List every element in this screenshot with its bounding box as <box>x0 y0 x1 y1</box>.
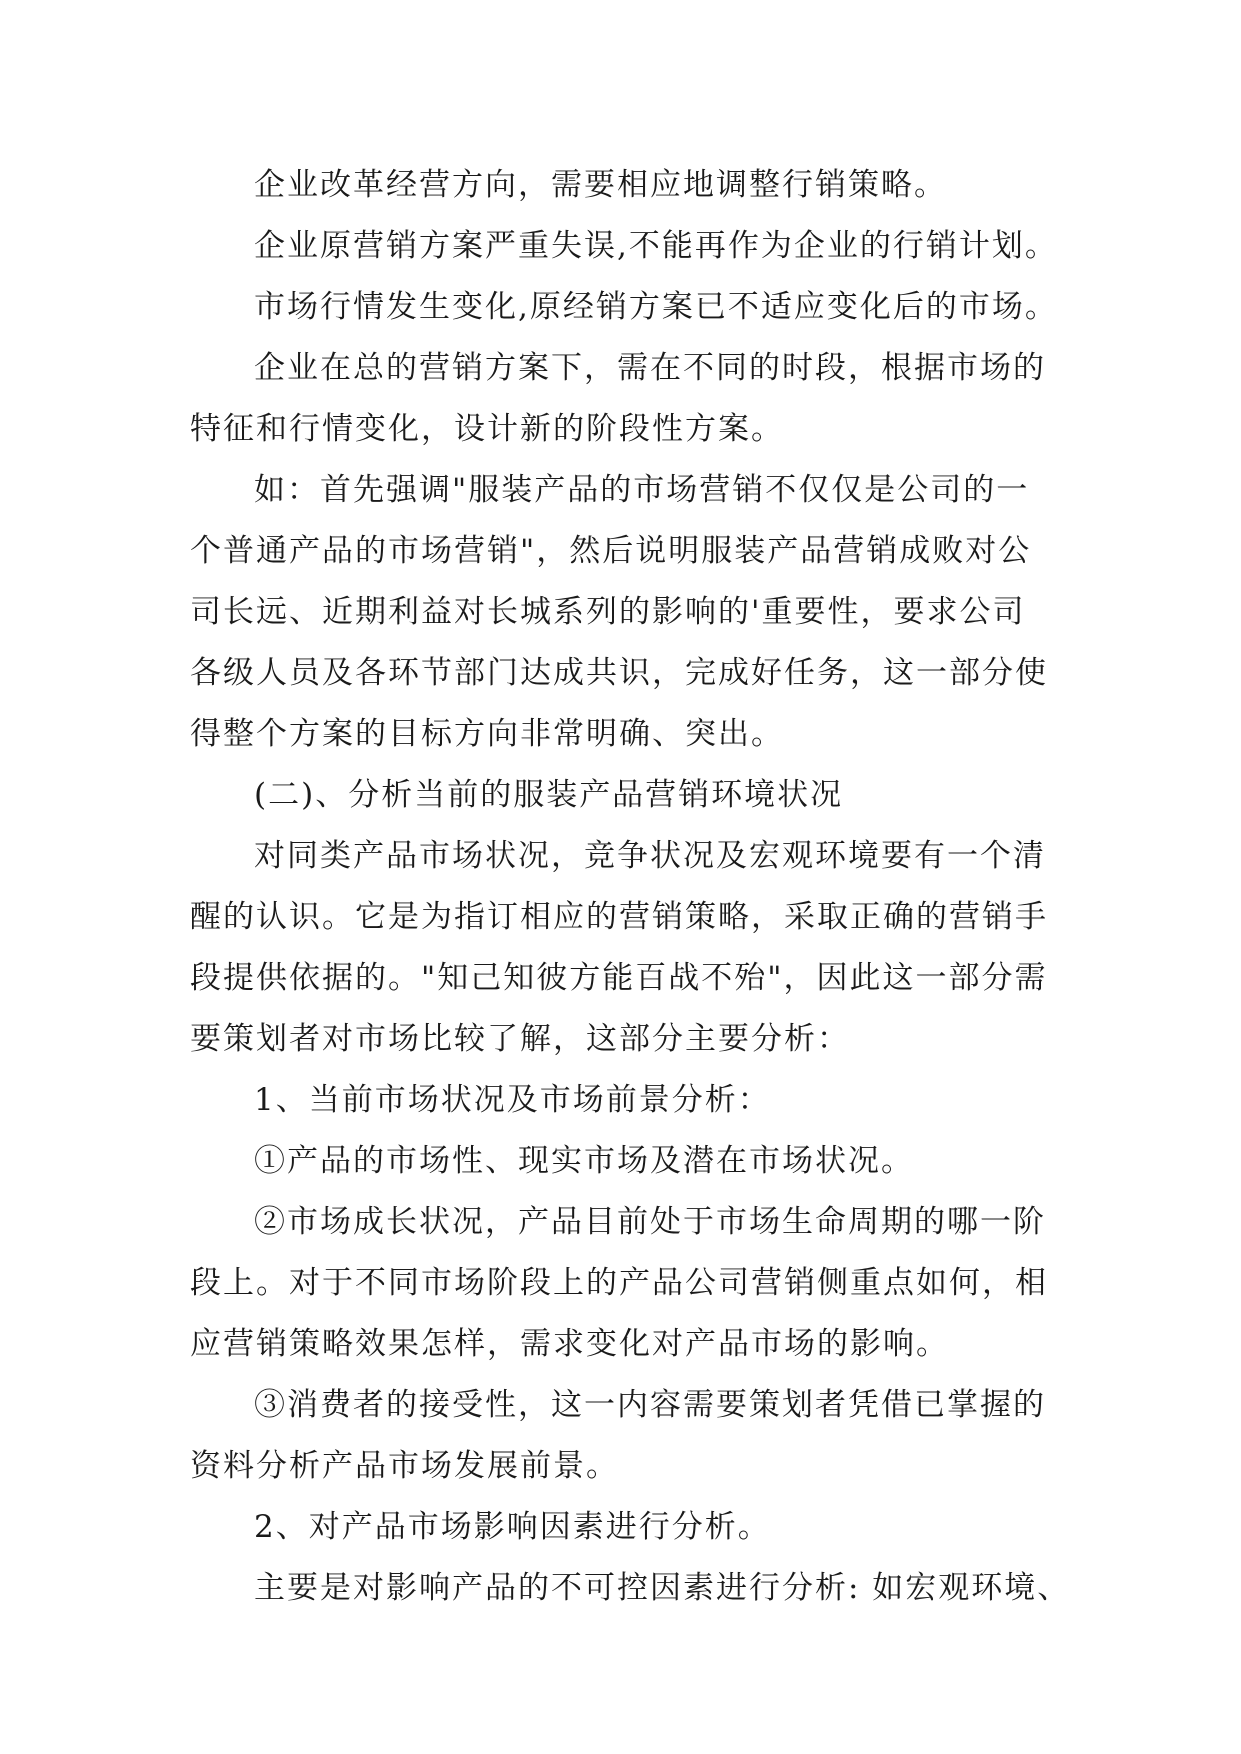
text-line: 市场行情发生变化,原经销方案已不适应变化后的市场。 <box>254 289 1058 325</box>
text-line: 司长远、近期利益对长城系列的影响的'重要性，要求公司 <box>190 594 1026 630</box>
text-line: 企业原营销方案严重失误,不能再作为企业的行销计划。 <box>254 228 1058 264</box>
text-line: 段提供依据的。"知己知彼方能百战不殆"，因此这一部分需 <box>190 960 1048 996</box>
list-heading: 1、当前市场状况及市场前景分析： <box>254 1082 771 1118</box>
text-line: 资料分析产品市场发展前景。 <box>190 1448 619 1484</box>
list-heading: 2、对产品市场影响因素进行分析。 <box>254 1509 771 1545</box>
text-line: 如：首先强调"服装产品的市场营销不仅仅是公司的一 <box>254 472 1030 508</box>
list-item: ②市场成长状况，产品目前处于市场生命周期的哪一阶 <box>254 1204 1046 1240</box>
text-line: 得整个方案的目标方向非常明确、突出。 <box>190 716 784 752</box>
section-heading: (二)、分析当前的服装产品营销环境状况 <box>254 777 844 813</box>
text-line: 应营销策略效果怎样，需求变化对产品市场的影响。 <box>190 1326 949 1362</box>
text-line: 各级人员及各环节部门达成共识，完成好任务，这一部分使 <box>190 655 1048 691</box>
text-line: 段上。对于不同市场阶段上的产品公司营销侧重点如何，相 <box>190 1265 1048 1301</box>
text-line: 企业改革经营方向，需要相应地调整行销策略。 <box>254 167 947 203</box>
text-line: 对同类产品市场状况，竞争状况及宏观环境要有一个清 <box>254 838 1046 874</box>
list-item: ①产品的市场性、现实市场及潜在市场状况。 <box>254 1143 914 1179</box>
text-line: 醒的认识。它是为指订相应的营销策略，采取正确的营销手 <box>190 899 1048 935</box>
document-body <box>190 155 1090 1619</box>
text-line: 特征和行情变化，设计新的阶段性方案。 <box>190 411 784 447</box>
list-item: ③消费者的接受性，这一内容需要策划者凭借已掌握的 <box>254 1387 1046 1423</box>
text-line: 主要是对影响产品的不可控因素进行分析: 如宏观环境、 <box>254 1570 1071 1606</box>
text-line: 个普通产品的市场营销"，然后说明服装产品营销成败对公 <box>190 533 1032 569</box>
text-line: 要策划者对市场比较了解，这部分主要分析： <box>190 1021 850 1057</box>
text-line: 企业在总的营销方案下，需在不同的时段，根据市场的 <box>254 350 1046 386</box>
